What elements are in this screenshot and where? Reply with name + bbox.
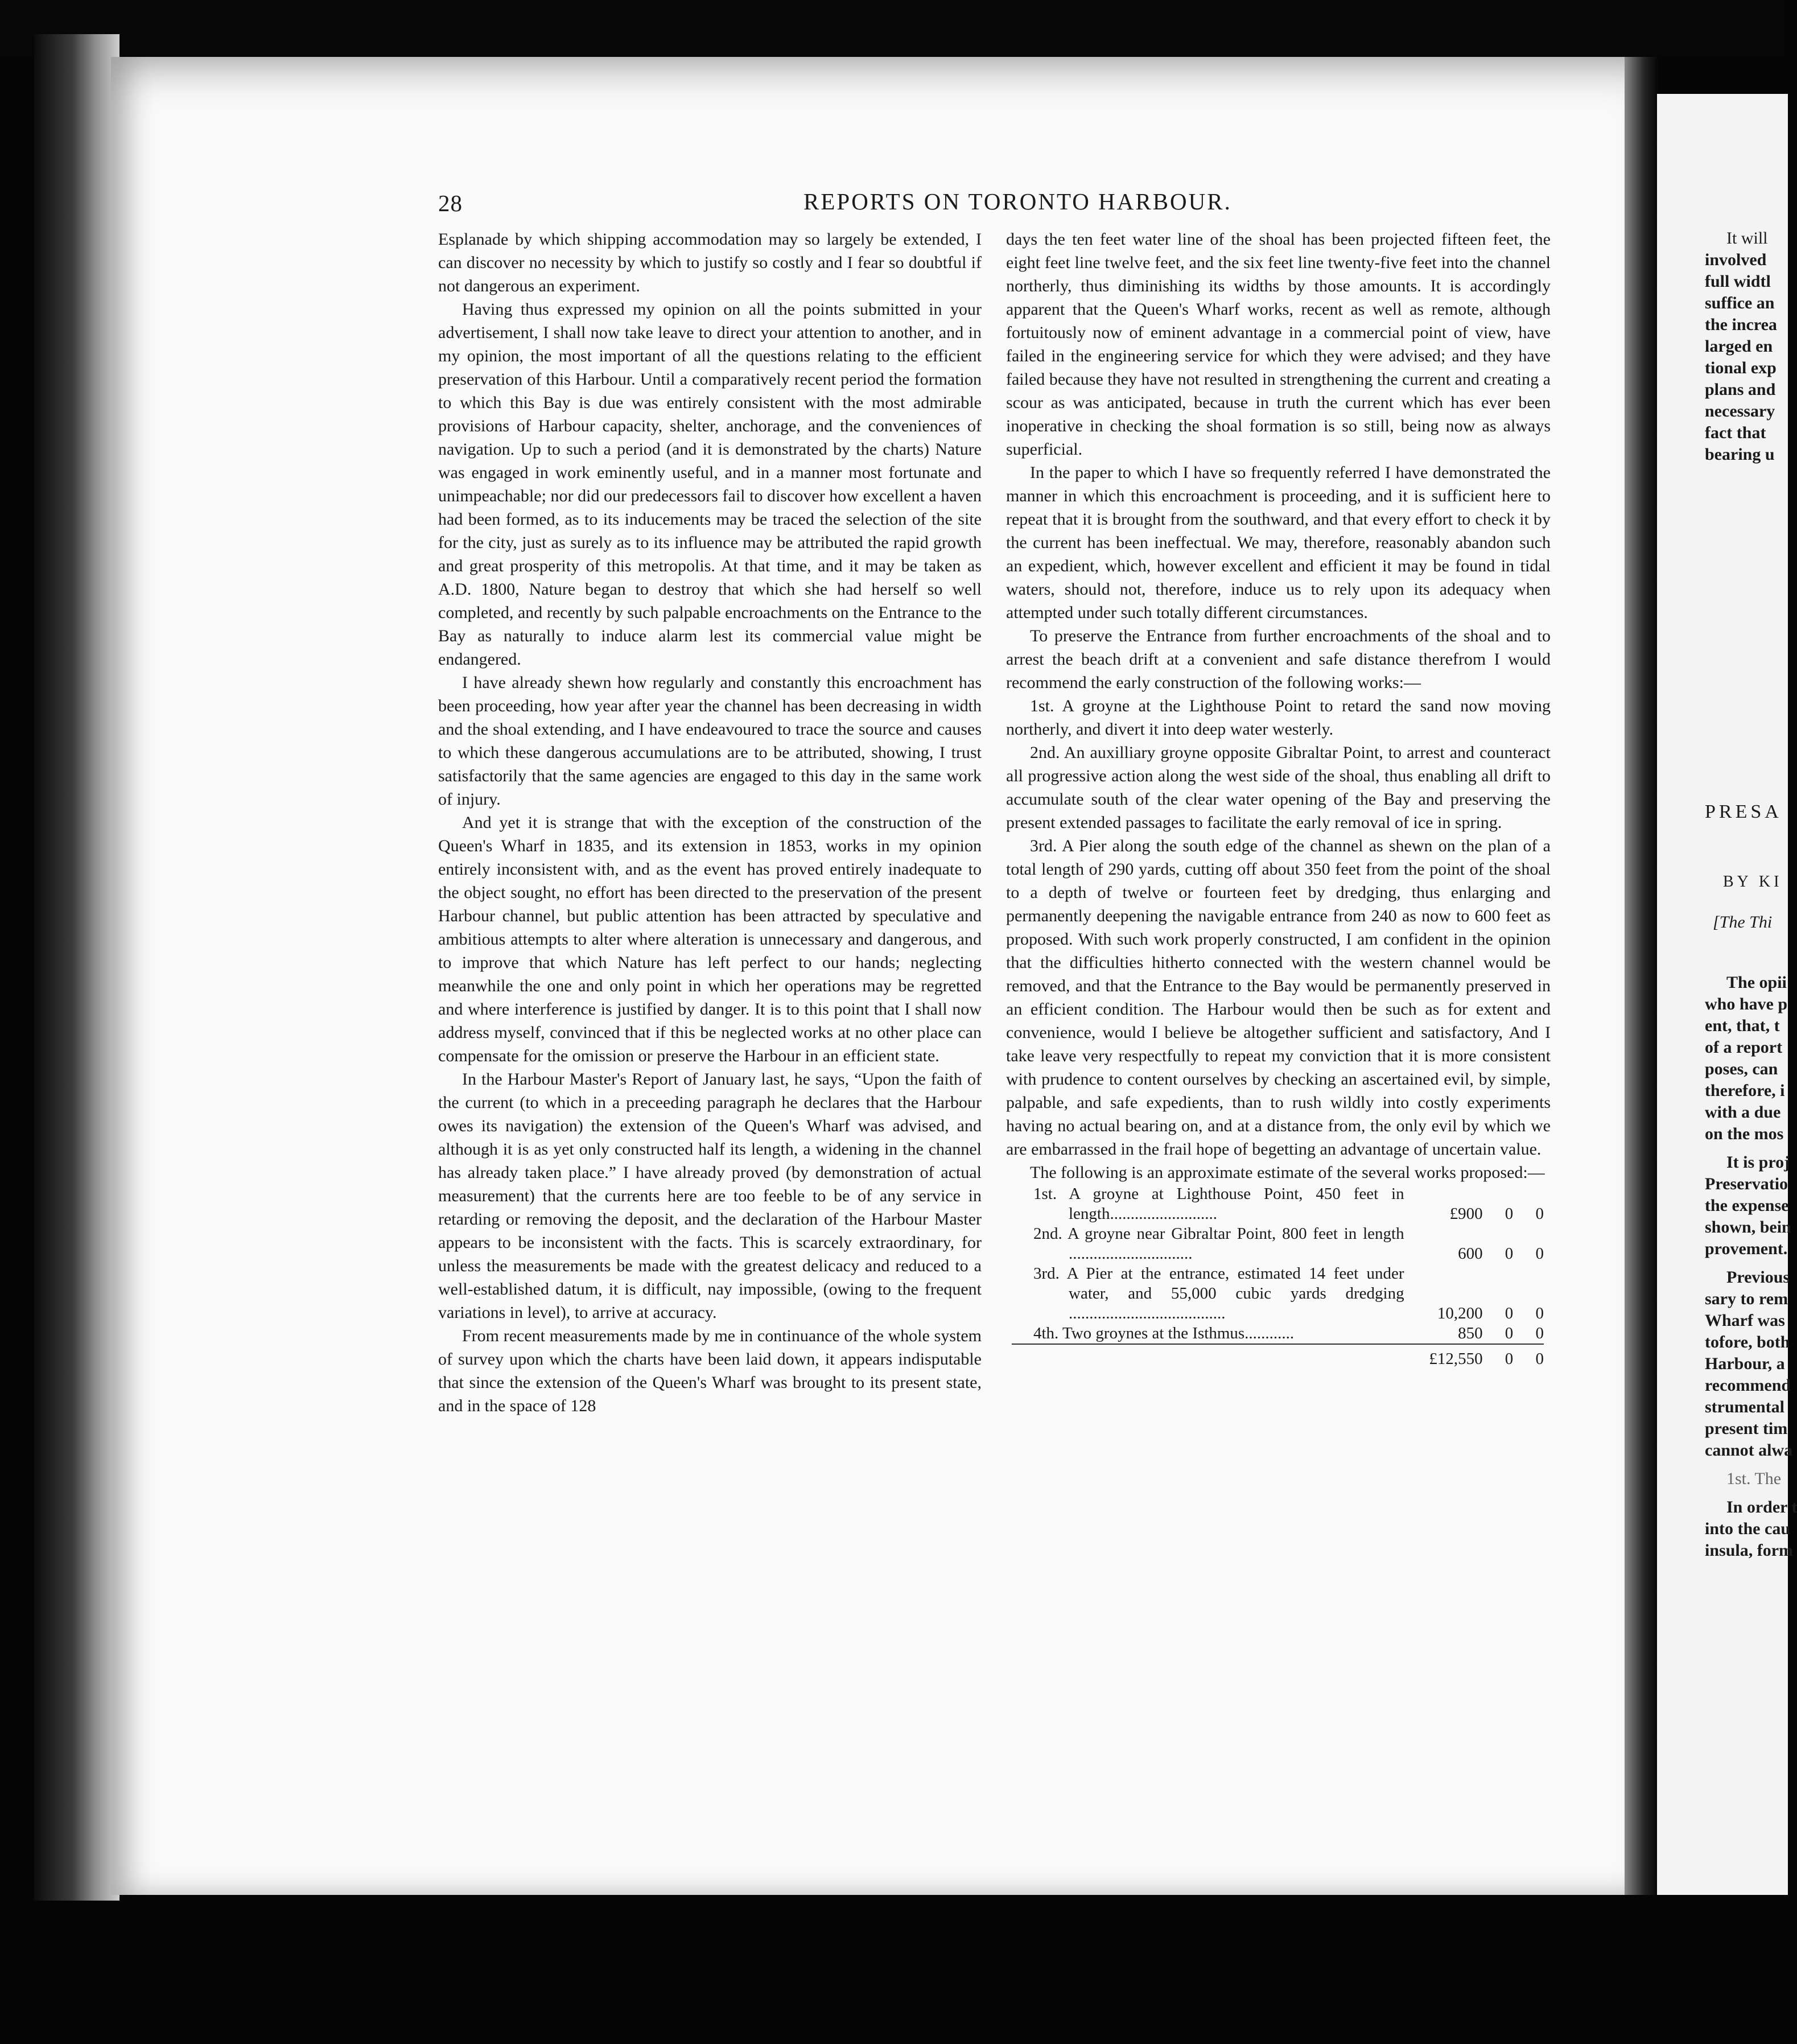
next-page-text: 1st. The bbox=[1726, 1469, 1782, 1488]
next-page-text: Previous bbox=[1726, 1268, 1790, 1287]
book-spine bbox=[34, 34, 119, 1901]
estimate-pence: 0 bbox=[1535, 1244, 1544, 1263]
next-page-text: present tim bbox=[1705, 1419, 1788, 1438]
next-page-heading: PRESA bbox=[1705, 801, 1782, 822]
list-item: 3rd. A Pier along the south edge of the channel as shewn on the plan of a total length of 290 yards, cutting off about 350 feet from the point of the shoal to a depth of twelve or fourteen feet by dredging, thus enlarging and permanently deepening the navigable entrance from 240 as now to 600 feet as proposed. With such work properly constructed, I am confident in the opinion that the difficulties hitherto connected with the western channel would be removed, and that the Entrance to the Bay would be permanently preserved in an efficient condition. The Harbour would then be such as for extent and convenience, would I believe be altogether sufficient and satisfactory, And I take leave very respectfully to repeat my conviction that it is more consistent with prudence to content ourselves by checking an ascertained evil, by simple, palpable, and safe expedients, than to rush wildly into costly experiments having no actual bearing on, and at a distance from, the only evil by which we are embarrassed in the frail hope of begetting an advantage of uncertain value. bbox=[1006, 836, 1551, 1159]
next-page-text: of a report bbox=[1705, 1038, 1783, 1057]
estimate-shillings: 0 bbox=[1505, 1244, 1514, 1263]
next-page-text: the expense bbox=[1705, 1196, 1789, 1215]
next-page-text: sary to rem bbox=[1705, 1289, 1788, 1308]
next-page-text: ent, that, t bbox=[1705, 1016, 1780, 1035]
next-page-text: insula, form bbox=[1705, 1541, 1794, 1560]
next-page-text: the increa bbox=[1705, 315, 1777, 334]
estimate-pounds: 850 bbox=[1458, 1324, 1483, 1342]
next-page-text: strumental bbox=[1705, 1398, 1784, 1416]
estimate-pence: 0 bbox=[1535, 1304, 1544, 1322]
next-page-text: recommend bbox=[1705, 1376, 1791, 1395]
next-page-text: suffice an bbox=[1705, 294, 1775, 312]
next-page-text: plans and bbox=[1705, 380, 1776, 399]
next-page-text: with a due bbox=[1705, 1103, 1781, 1122]
estimate-pounds: 600 bbox=[1458, 1244, 1483, 1263]
paragraph: In the paper to which I have so frequently referred I have demonstrated the manner in which this encroachment is proceeding, and it is sufficient here to repeat that it is brought from the southward, and that every effort to check it by the current has been ineffectual. We may, therefore, reasonably abandon such an expedient, which, however excellent and efficient it may be found in tidal waters, should not, therefore, induce us to rely upon its adequacy when attempted under such totally different circumstances. bbox=[1006, 463, 1551, 622]
next-page-text: In order t bbox=[1726, 1498, 1797, 1516]
paragraph: Having thus expressed my opinion on all the points submitted in your advertisement, I shall now take leave to direct your attention to another, and in my opinion, the most important of all the questions relating to the efficient preservation of this Harbour. Until a comparatively recent period the formation to which this Bay is due was entirely consistent with the most admirable provisions of Harbour capacity, shelter, anchorage, and the conveniences of navigation. Up to such a period (and it is demonstrated by the charts) Nature was engaged in work eminently useful, and in a manner most fortunate and unimpeachable; nor did our predecessors fail to discover how excellent a haven had been formed, as to its inducements may be traced the selection of the site for the city, just as surely as to its influence may be attributed the rapid growth and great prosperity of this metropolis. At that time, and it may be taken as A.D. 1800, Nature began to destroy that which she had herself so well completed, and recently by such palpable encroachments on the Entrance to the Bay as naturally to induce alarm lest its commercial value might be endangered. bbox=[438, 300, 982, 669]
estimate-total-shillings: 0 bbox=[1483, 1344, 1514, 1369]
paragraph: days the ten feet water line of the shoal has been projected fifteen feet, the eight feet line twelve feet, and the six feet line twenty-five feet into the channel northerly, thus diminishing its widths by those amounts. It is accordingly apparent that the Queen's Wharf works, recent as well as remote, although fortuitously now of eminent advantage in a commercial point of view, have failed in the engineering service for which they were advised; and they have failed because they have not resulted in strengthening the current and creating a scour as was anticipated, because in truth the current which has ever been inoperative in checking the shoal formation is so still, being now as always superficial. bbox=[1006, 230, 1551, 459]
next-page-text: provement. bbox=[1705, 1239, 1788, 1258]
right-column bbox=[1006, 228, 1551, 1369]
scan-border-top bbox=[0, 0, 1784, 57]
table-row bbox=[1012, 1184, 1544, 1224]
table-row bbox=[1012, 1324, 1544, 1344]
next-page-text: Wharf was bbox=[1705, 1311, 1785, 1330]
next-page-text: bearing u bbox=[1705, 445, 1775, 464]
next-page-text: cannot alwa bbox=[1705, 1441, 1793, 1460]
estimate-item: 1st. A groyne at Lighthouse Point, 450 feet in length.......................... bbox=[1033, 1185, 1404, 1223]
next-page-text: into the cau bbox=[1705, 1519, 1790, 1538]
estimate-pounds: 10,200 bbox=[1437, 1304, 1483, 1322]
next-page-text: It is proj bbox=[1726, 1153, 1790, 1172]
next-page-text: shown, bein bbox=[1705, 1218, 1791, 1237]
estimate-item: 4th. Two groynes at the Isthmus............ bbox=[1033, 1324, 1295, 1342]
next-page-text: necessary bbox=[1705, 402, 1775, 421]
estimate-shillings: 0 bbox=[1505, 1304, 1514, 1322]
page-number: 28 bbox=[438, 190, 463, 216]
paragraph: And yet it is strange that with the exception of the construction of the Queen's Wharf in 1835, and its extension in 1853, works in my opinion entirely inconsistent with, and as the event has proved entirely inadequate to the object sought, no effort has been directed to the preservation of the present Harbour channel, but public attention has been attracted by speculative and ambitious attempts to alter where alteration is unnecessary and dangerous, and to improve that which Nature has left perfect to our hands; neglecting meanwhile the one and only point in which her operations may be regretted and where interference is justified by danger. It is to this point that I shall now address myself, convinced that if this be neglected works at no other place can compensate for the omission or preserve the Harbour in an efficient state. bbox=[438, 813, 982, 1065]
next-page-text: larged en bbox=[1705, 337, 1773, 356]
page-gutter-shadow bbox=[1625, 57, 1659, 1895]
left-column bbox=[438, 228, 982, 1417]
next-page-heading: BY KI bbox=[1723, 873, 1783, 891]
estimate-item: 2nd. A groyne near Gibraltar Point, 800 feet in length .............................. bbox=[1033, 1225, 1404, 1263]
next-page-text: full widtl bbox=[1705, 272, 1771, 291]
next-page-text: who have p bbox=[1705, 995, 1788, 1013]
next-page-text: [The Thi bbox=[1713, 913, 1773, 932]
paragraph: From recent measurements made by me in continuance of the whole system of survey upon which the charts have been laid down, it appears indisputable that since the extension of the Queen's Wharf was brought to its present state, and in the space of 128 bbox=[438, 1326, 982, 1415]
estimate-item: 3rd. A Pier at the entrance, estimated 14 feet under water, and 55,000 cubic yards dredging ...................................... bbox=[1033, 1264, 1404, 1322]
estimate-pence: 0 bbox=[1535, 1205, 1544, 1223]
paragraph: To preserve the Entrance from further encroachments of the shoal and to arrest the beach drift at a convenient and safe distance therefrom I would recommend the early construction of the following works:— bbox=[1006, 627, 1551, 692]
next-page-text: It will bbox=[1726, 229, 1768, 248]
estimate-total-pence: 0 bbox=[1513, 1344, 1544, 1369]
estimate-total-row bbox=[1012, 1344, 1544, 1369]
next-page-text: on the mos bbox=[1705, 1124, 1784, 1143]
list-item: 2nd. An auxilliary groyne opposite Gibraltar Point, to arrest and counteract all progressive action along the west side of the shoal, thus enabling all drift to accumulate south of the clear water opening of the Bay and preserving the present extended passages to facilitate the early removal of ice in spring. bbox=[1006, 743, 1551, 832]
paragraph: I have already shewn how regularly and constantly this encroachment has been proceeding, how year after year the channel has been decreasing in width and the shoal extending, and I have endeavoured to trace the source and causes to which these dangerous accumulations are to be attributed, showing, I trust satisfactorily that the same agencies are engaged to this day in the same work of injury. bbox=[438, 673, 982, 809]
next-page-text: The opii bbox=[1726, 973, 1787, 992]
next-page-text: Harbour, a bbox=[1705, 1354, 1785, 1373]
paragraph: Esplanade by which shipping accommodation may so largely be extended, I can discover no necessity by which to justify so costly and I fear so doubtful if not dangerous an experiment. bbox=[438, 230, 982, 295]
next-page-text: fact that bbox=[1705, 423, 1766, 442]
paragraph: The following is an approximate estimate of the several works proposed:— bbox=[1030, 1163, 1545, 1182]
next-page-text: Preservatio bbox=[1705, 1175, 1788, 1193]
next-page-text: tional exp bbox=[1705, 358, 1777, 377]
running-header: REPORTS ON TORONTO HARBOUR. bbox=[803, 188, 1232, 215]
adjacent-page bbox=[1657, 94, 1797, 1895]
next-page-text: poses, can bbox=[1705, 1060, 1778, 1078]
estimate-table bbox=[1012, 1184, 1544, 1369]
next-page-text: tofore, both bbox=[1705, 1333, 1790, 1351]
estimate-total-pounds: £12,550 bbox=[1404, 1344, 1483, 1369]
next-page-text: involved bbox=[1705, 250, 1767, 269]
estimate-pounds: £900 bbox=[1449, 1205, 1483, 1223]
estimate-shillings: 0 bbox=[1505, 1324, 1514, 1342]
estimate-pence: 0 bbox=[1535, 1324, 1544, 1342]
next-page-text: therefore, i bbox=[1705, 1081, 1785, 1100]
table-row bbox=[1012, 1224, 1544, 1264]
table-row bbox=[1012, 1264, 1544, 1324]
list-item: 1st. A groyne at the Lighthouse Point to retard the sand now moving northerly, and divert it into deep water westerly. bbox=[1006, 697, 1551, 739]
paragraph: In the Harbour Master's Report of January last, he says, “Upon the faith of the current (to which in a preceeding paragraph he declares that the Harbour owes its navigation) the extension of the Queen's Wharf was advised, and although it is as yet only constructed half its length, a widening in the channel has already taken place.” I have already proved (by demonstration of actual measurement) that the currents here are too feeble to be of any service in retarding or removing the deposit, and the declaration of the Harbour Master appears to be inconsistent with the facts. This is scarcely extraordinary, for unless the measurements be made with the greatest delicacy and reduced to a well-established datum, it is difficult, nay impossible, (owing to the frequent variations in level), to arrive at accuracy. bbox=[438, 1070, 982, 1322]
estimate-shillings: 0 bbox=[1505, 1205, 1514, 1223]
